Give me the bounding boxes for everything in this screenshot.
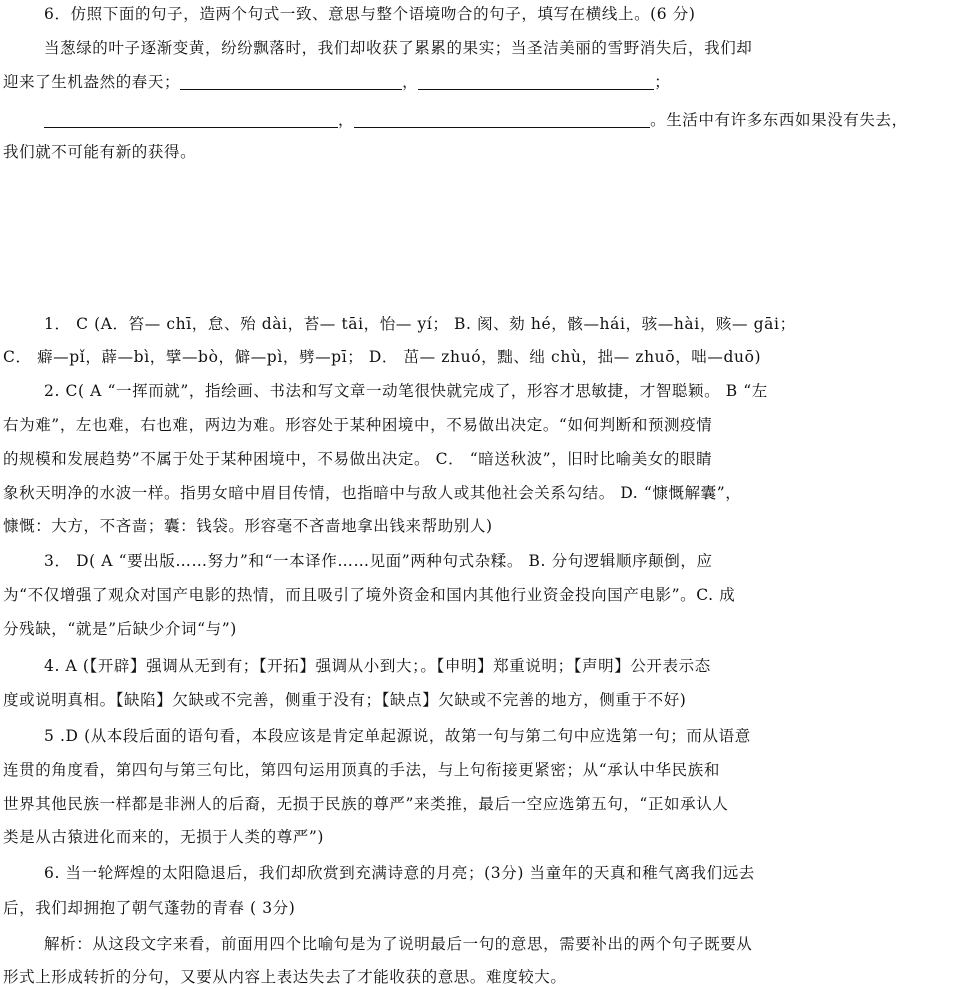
answer-line: 的规模和发展趋势”不属于处于某种困境中，不易做出决定。 C． “暗送秋波”，旧时比喻美女的眼睛	[3, 450, 713, 468]
question-paragraph: 当葱绿的叶子逐渐变黄，纷纷飘落时，我们却收获了累累的果实；当圣洁美丽的雪野消失后，我们却	[44, 39, 753, 57]
answer-line: 4. A (【开辟】强调从无到有；【开拓】强调从小到大；。【申明】郑重说明；【声明】公开表示态	[44, 657, 711, 675]
answer-line: 度或说明真相。【缺陷】欠缺或不完善，侧重于没有；【缺点】欠缺或不完善的地方，侧重于不好)	[3, 691, 687, 709]
answer-blank-3[interactable]	[44, 111, 338, 128]
question-title: 6．仿照下面的句子，造两个句式一致、意思与整个语境吻合的句子，填写在横线上。(6 分)	[44, 5, 696, 23]
answer-line: C． 癖—pǐ，薜—bì，擘—bò，僻—pì，劈—pī； D． 茁— zhuó，黜、绌 chù，拙— zhuō，咄—duō)	[3, 348, 762, 366]
comma-text: ，	[402, 73, 419, 91]
answer-line: 世界其他民族一样都是非洲人的后裔，无损于民族的尊严”来类推，最后一空应选第五句，“正如承认人	[3, 795, 729, 813]
answer-line: 3． D( A “要出版……努力”和“一本译作……见面”两种句式杂糅。 B. 分句逻辑顺序颠倒，应	[44, 552, 713, 570]
answer-line: 分残缺，“就是”后缺少介词“与”)	[3, 620, 237, 638]
answer-line: 为“不仅增强了观众对国产电影的热情，而且吸引了境外资金和国内其他行业资金投向国产电影”。C. 成	[3, 586, 736, 604]
answer-line: 形式上形成转折的分句，又要从内容上表达失去了才能收获的意思。难度较大。	[3, 968, 567, 986]
answer-line: 慷慨：大方，不吝啬；囊：钱袋。形容毫不吝啬地拿出钱来帮助别人)	[3, 517, 493, 535]
answer-line: 2. C( A “一挥而就”，指绘画、书法和写文章一动笔很快就完成了，形容才思敏捷，才智聪颖。 B “左	[44, 382, 768, 400]
answer-blank-4[interactable]	[354, 111, 650, 128]
answer-line: 连贯的角度看，第四句与第三句比，第四句运用顶真的手法，与上句衔接更紧密；从“承认中华民族和	[3, 761, 720, 779]
semicolon-text: ；	[654, 73, 671, 91]
answer-line: 后，我们却拥抱了朝气蓬勃的青春 ( 3分)	[3, 899, 296, 917]
answer-line: 1． C (A．笞— chī，怠、殆 dài，苔— tāi，怡— yí； B. 阂、劾 hé，骸—hái，骇—hài，赅— gāi；	[44, 315, 796, 333]
question-text: 。生活中有许多东西如果没有失去，	[650, 111, 908, 129]
question-line-with-blanks-2	[44, 109, 908, 131]
question-text: 迎来了生机盎然的春天；	[3, 73, 181, 91]
answer-line: 类是从古猿进化而来的，无损于人类的尊严”)	[3, 828, 325, 846]
answer-blank-1[interactable]	[180, 73, 402, 90]
comma-text: ，	[338, 111, 355, 129]
question-line-with-blanks	[3, 71, 670, 93]
answer-line: 6. 当一轮辉煌的太阳隐退后，我们却欣赏到充满诗意的月亮；(3分) 当童年的天真和稚气离我们远去	[44, 864, 755, 882]
answer-line: 5 .D (从本段后面的语句看，本段应该是肯定单起源说，故第一句与第二句中应选第一句；而从语意	[44, 727, 751, 745]
answer-line: 象秋天明净的水波一样。指男女暗中眉目传情，也指暗中与敌人或其他社会关系勾结。 D. “慷慨解囊”，	[3, 484, 742, 502]
answer-blank-2[interactable]	[418, 73, 654, 90]
answer-line: 解析：从这段文字来看，前面用四个比喻句是为了说明最后一句的意思，需要补出的两个句子既要从	[44, 935, 753, 953]
question-paragraph-end: 我们就不可能有新的获得。	[3, 143, 197, 161]
answer-line: 右为难”，左也难，右也难，两边为难。形容处于某种困境中，不易做出决定。“如何判断和预测疫情	[3, 416, 713, 434]
